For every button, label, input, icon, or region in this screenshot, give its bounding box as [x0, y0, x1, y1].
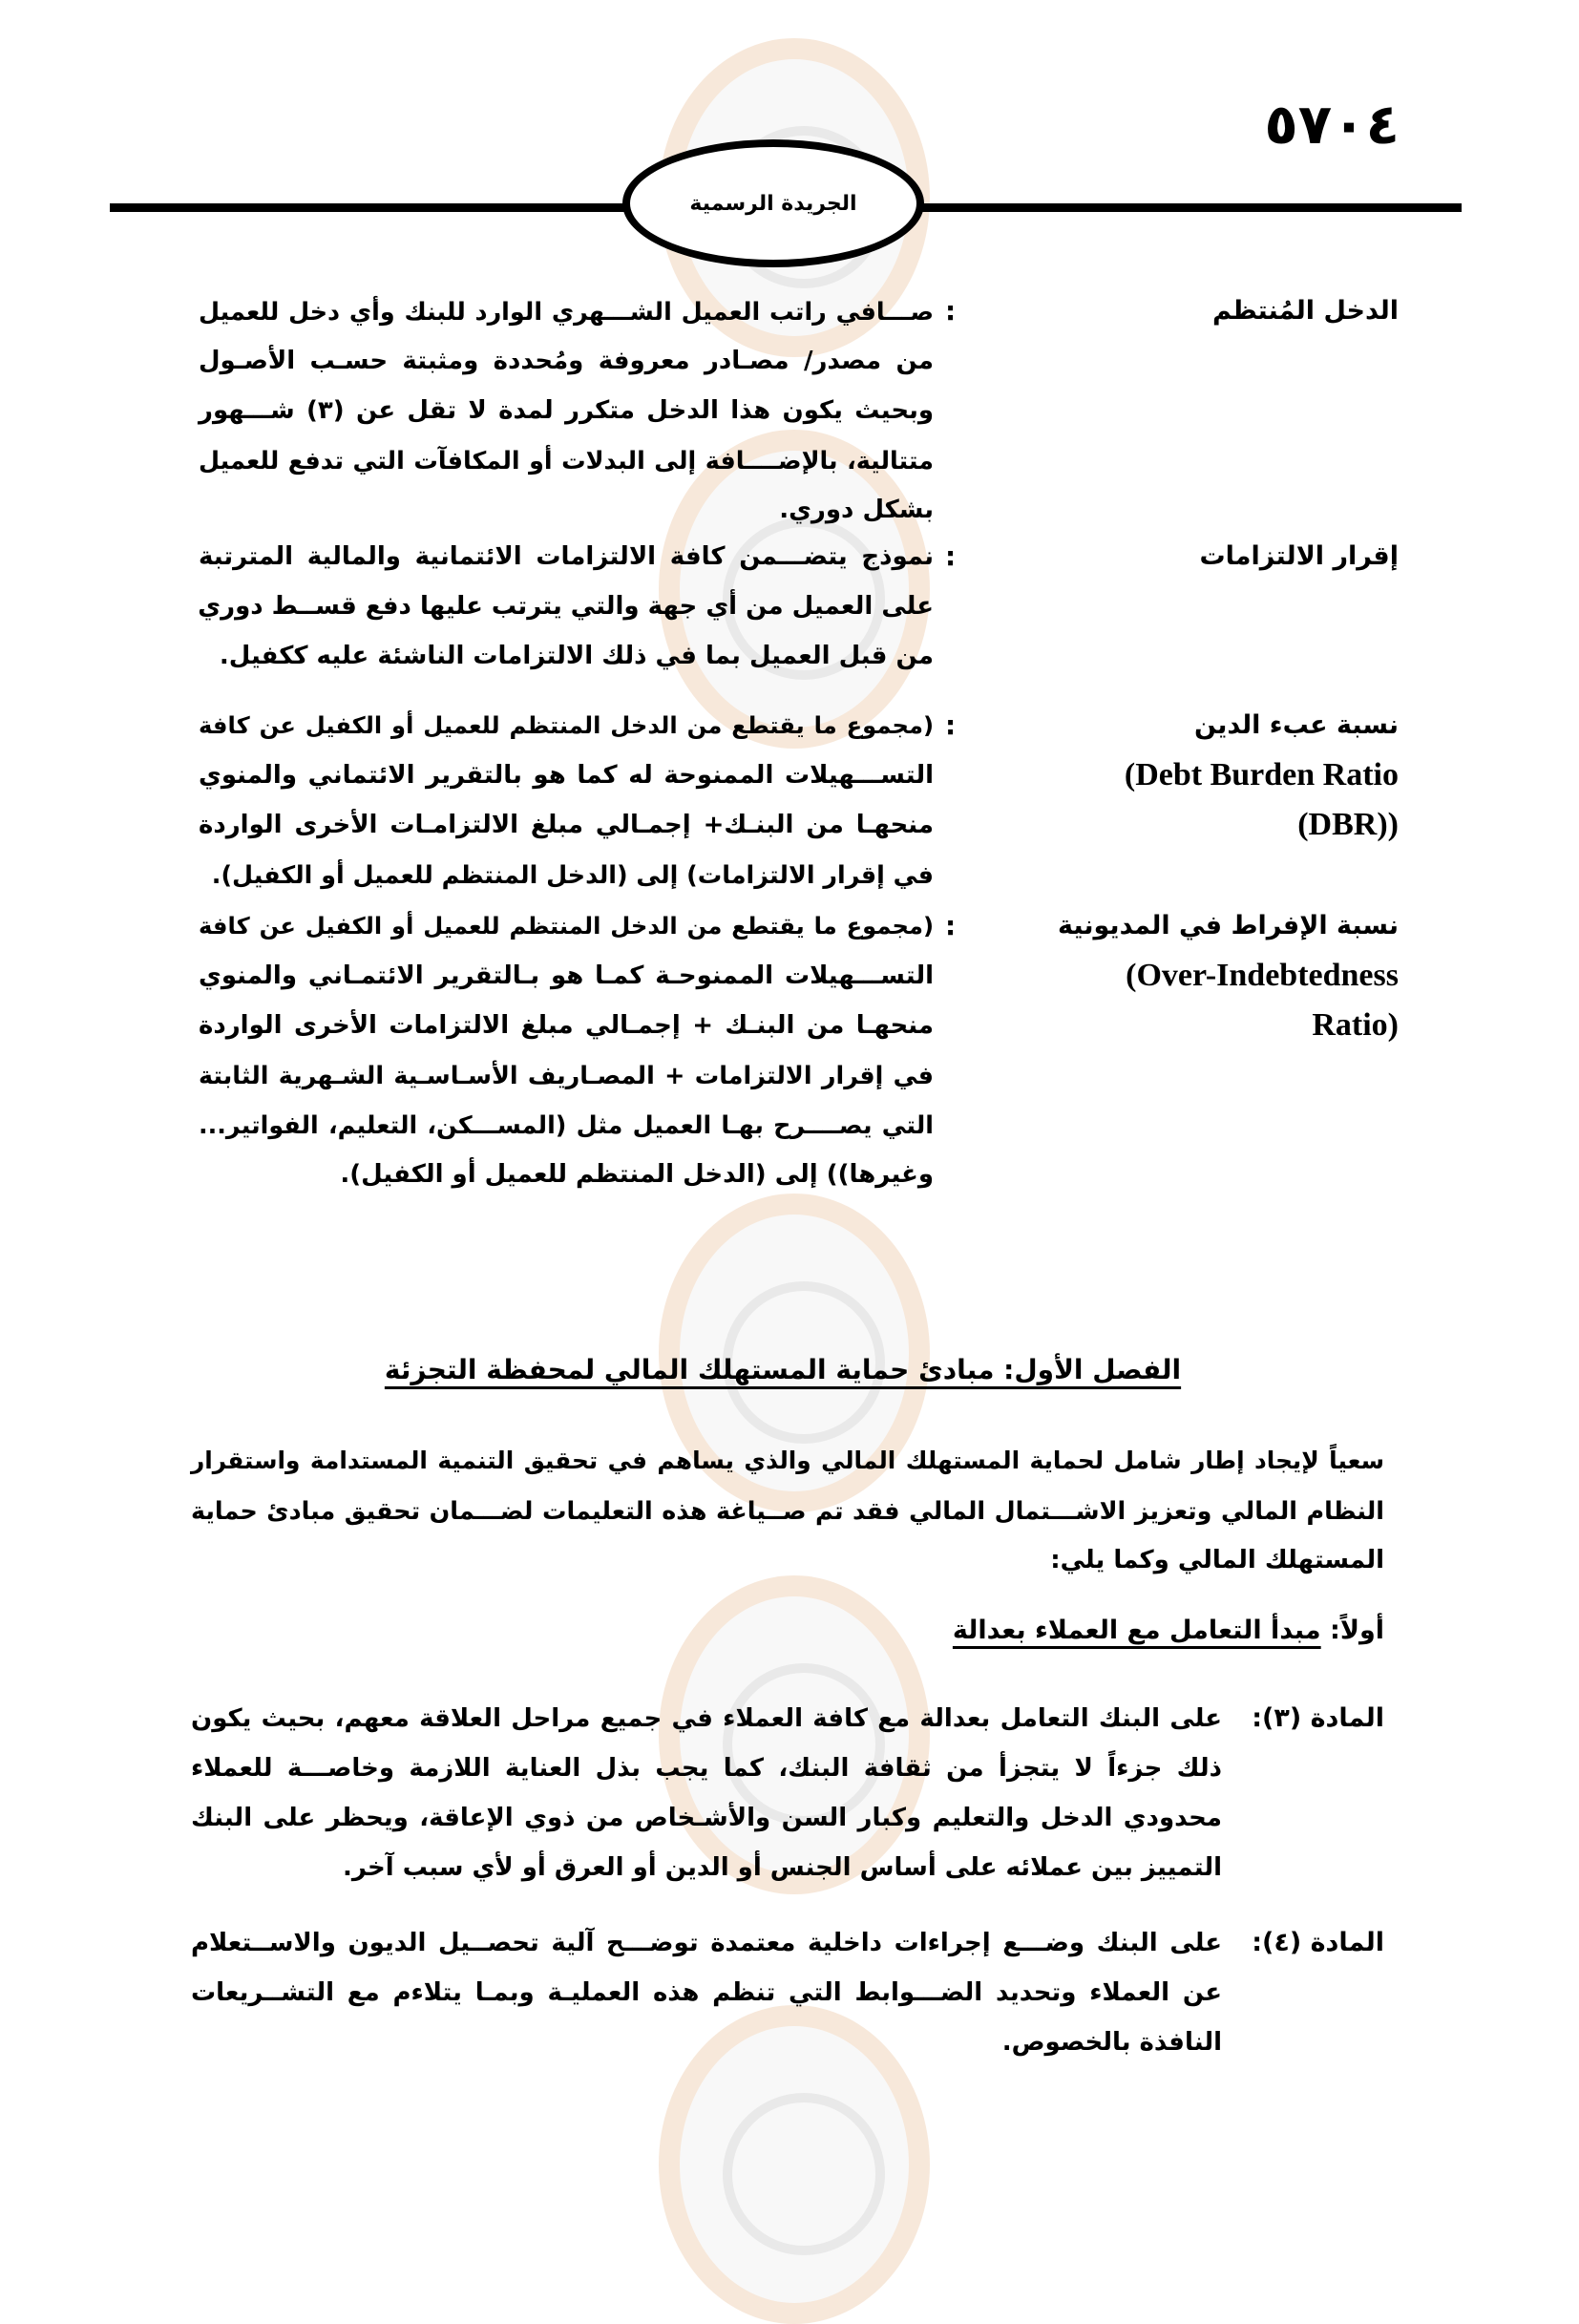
text-line: في إقرار الالتزامات) إلى (الدخل المنتظم للعميل أو الكفيل).	[211, 860, 934, 889]
text-line: منحهـا من البنـك+ إجمـالي مبلغ الالتزامـات الأخرى الواردة	[199, 811, 934, 839]
definition-term	[1055, 901, 1399, 1050]
text-line: من مصدر/ مصـادر معروفة ومُحددة ومثبتة حسـب الأصـول	[199, 347, 934, 375]
text-line: منحهـا من البنـك + إجمـالي مبلغ الالتزامات الأخرى الواردة	[199, 1011, 934, 1040]
definition-text	[199, 286, 934, 535]
text-line: بشكل دوري.	[779, 496, 934, 524]
term-line: نسبة الإفراط في المديونية	[1057, 911, 1399, 940]
definition-term	[1055, 701, 1399, 850]
definition-separator: :	[945, 910, 957, 941]
definition-text	[199, 532, 934, 681]
text-line: عن العملاء وتحديد الضـــوابط التي تنظم هذه العمليـة وبمـا يتلاءم مع التشــريعات	[191, 1978, 1222, 2007]
text-line: وغيرها)) إلى (الدخل المنتظم للعميل أو الكفيل).	[340, 1160, 934, 1189]
text-line: (مجموع ما يقتطع من الدخل المنتظم للعميل أو الكفيل عن كافة	[199, 913, 934, 940]
text-line: التســـهيلات الممنوحة له كما هو بالتقرير الائتماني والمنوي	[199, 761, 934, 790]
text-line: التســـهيلات الممنوحـة كمـا هو بـالتقرير الائتمـاني والمنوي	[199, 961, 934, 990]
chapter-heading	[363, 1354, 1203, 1385]
definition-text	[199, 701, 934, 899]
text-line: النافذة بالخصوص.	[1001, 2028, 1222, 2057]
definition-term	[1055, 286, 1399, 336]
text-line: وبحيث يكون هذا الدخل متكرر لمدة لا تقل عن (٣) شـــهور	[199, 396, 934, 425]
text-line: التمييز بين عملائه على أساس الجنس أو الدين أو العرق أو لأي سبب آخر.	[342, 1853, 1222, 1882]
gazette-title-badge	[622, 139, 924, 267]
text-line: محدودي الدخل والتعليم وكبار السن والأشـخاص من ذوي الإعاقة، ويحظر على البنك	[191, 1804, 1222, 1832]
definition-term	[1055, 532, 1399, 581]
term-line: (Over-Indebtedness	[1126, 958, 1399, 993]
article-text	[191, 1918, 1222, 2067]
text-line: سعياً لإيجاد إطار شامل لحماية المستهلك المالي والذي يساهم في تحقيق التنمية المستدامة واستقرار	[191, 1447, 1384, 1474]
text-line: صـــافي راتب العميل الشـــهري الوارد للبنك وأي دخل للعميل	[199, 297, 934, 326]
article-text	[191, 1694, 1222, 1892]
text-line: النظام المالي وتعزيز الاشـــتمال المالي فقد تم صــياغة هذه التعليمات لضـــمان تحقيق مبادئ حماية	[191, 1496, 1384, 1525]
article-label: المادة (٤):	[1252, 1928, 1384, 1957]
intro-paragraph	[191, 1436, 1384, 1585]
text-line: (مجموع ما يقتطع من الدخل المنتظم للعميل أو الكفيل عن كافة	[199, 712, 934, 739]
text-line: على العميل من أي جهة والتي يترتب عليها دفع قســط دوري	[198, 592, 934, 621]
section-prefix: أولاً:	[1320, 1616, 1384, 1645]
text-line: المستهلك المالي وكما يلي:	[1050, 1546, 1384, 1574]
text-line: ذلك جزءاً لا يتجزأ من ثقافة البنك، كما يجب بذل العناية اللازمة وخاصـــة للعملاء	[191, 1754, 1222, 1783]
term-line: (DBR))	[1297, 807, 1399, 842]
chapter-heading-text: الفصل الأول: مبادئ حماية المستهلك المالي لمحفظة التجزئة	[384, 1354, 1182, 1385]
text-line: من قبل العميل بما في ذلك الالتزامات الناشئة عليه ككفيل.	[219, 642, 934, 670]
text-line: متتالية، بالإضــــافة إلى البدلات أو المكافآت التي تدفع للعميل	[199, 446, 934, 475]
text-line: نموذج يتضـــمن كافة الالتزامات الائتمانية والمالية المترتبة	[199, 542, 934, 571]
text-line: على البنك التعامل بعدالة مع كافة العملاء في جميع مراحل العلاقة معهم، بحيث يكون	[191, 1704, 1222, 1733]
term-line: (Debt Burden Ratio	[1124, 757, 1399, 792]
term-line: الدخل المُنتظم	[1212, 296, 1399, 326]
text-line: التي يصــــرح بهـا العميل مثل (المســـكن، التعليم، الفواتير...	[199, 1110, 934, 1139]
section-title: مبدأ التعامل مع العملاء بعدالة	[952, 1616, 1321, 1645]
definition-separator: :	[945, 540, 957, 572]
gazette-title: الجريدة الرسمية	[689, 191, 857, 216]
page-number: ٥٧٠٤	[1264, 92, 1400, 157]
article-label: المادة (٣):	[1252, 1703, 1384, 1733]
section-heading	[953, 1616, 1384, 1645]
text-line: في إقرار الالتزامات + المصـاريف الأسـاسـية الشـهرية الثابتة	[199, 1061, 934, 1089]
text-line: على البنك وضـــع إجراءات داخلية معتمدة توضـــح آلية تحصــيل الديون والاســتعلام	[191, 1929, 1222, 1957]
term-line: نسبة عبء الدين	[1193, 710, 1399, 740]
definition-separator: :	[945, 709, 957, 741]
definition-separator: :	[945, 295, 957, 327]
definition-text	[199, 901, 934, 1199]
term-line: إقرار الالتزامات	[1199, 541, 1399, 571]
term-line: Ratio)	[1312, 1007, 1399, 1043]
